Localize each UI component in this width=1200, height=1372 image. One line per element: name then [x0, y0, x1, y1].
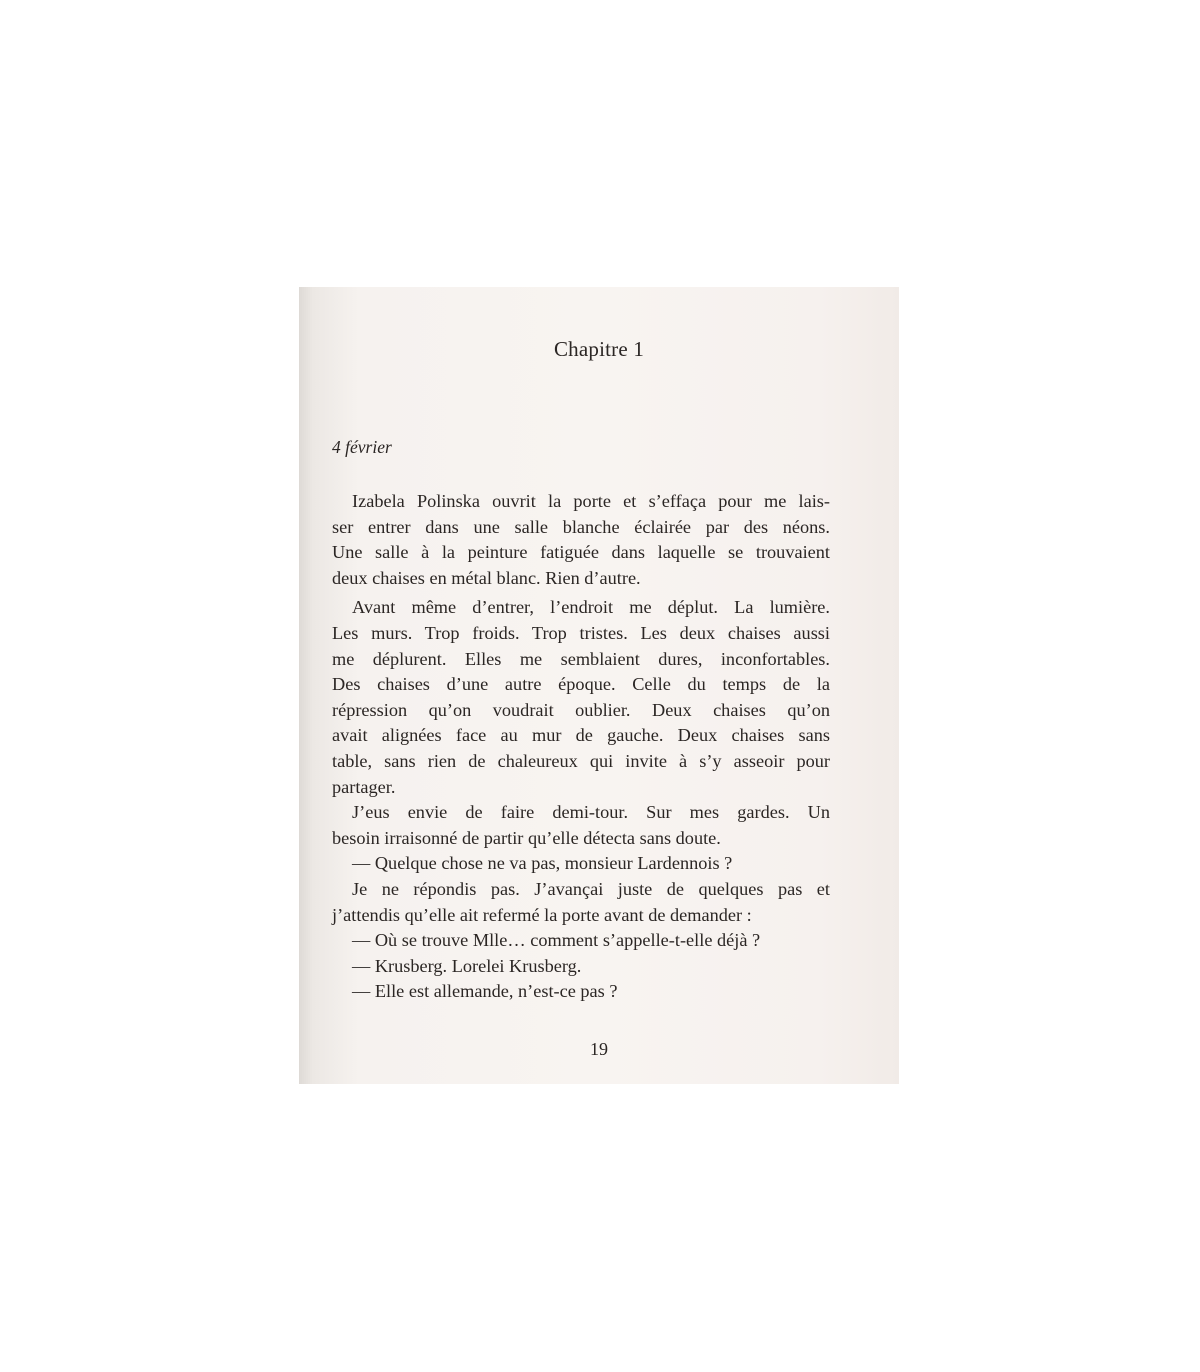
dialogue-line: — Elle est allemande, n’est-ce pas ? — [352, 981, 618, 1002]
text-line: Les murs. Trop froids. Trop tristes. Les deux chaises aussi — [332, 622, 830, 643]
text-line: Izabela Polinska ouvrit la porte et s’effaça pour me lais- — [352, 491, 830, 511]
text-line: avait alignées face au mur de gauche. Deux chaises sans — [332, 725, 830, 746]
text-line: Avant même d’entrer, l’endroit me déplut. La lumière. — [352, 597, 830, 618]
text-line: Des chaises d’une autre époque. Celle du temps de la — [332, 674, 830, 695]
page-number: 19 — [590, 1039, 608, 1059]
text-line: partager. — [332, 776, 396, 797]
text-line: J’eus envie de faire demi-tour. Sur mes gardes. Un — [352, 802, 830, 823]
text-line: besoin irraisonné de partir qu’elle détecta sans doute. — [332, 827, 721, 848]
book-page — [299, 287, 899, 1084]
text-line: répression qu’on voudrait oublier. Deux chaises qu’on — [332, 699, 830, 720]
chapter-title: Chapitre 1 — [553, 337, 645, 361]
text-line: deux chaises en métal blanc. Rien d’autre. — [332, 567, 641, 588]
text-line: ser entrer dans une salle blanche éclairée par des néons. — [332, 516, 830, 537]
text-line: table, sans rien de chaleureux qui invite à s’y asseoir pour — [332, 750, 830, 771]
dialogue-line: — Où se trouve Mlle… comment s’appelle-t-elle déjà ? — [352, 930, 761, 951]
text-line: Je ne répondis pas. J’avançai juste de quelques pas et — [352, 878, 830, 899]
dialogue-line: — Quelque chose ne va pas, monsieur Lardennois ? — [352, 853, 733, 874]
dialogue-line: — Krusberg. Lorelei Krusberg. — [352, 955, 582, 976]
body-text — [332, 489, 830, 1005]
text-line: me déplurent. Elles me semblaient dures, inconfortables. — [332, 648, 830, 669]
date-heading: 4 février — [332, 437, 392, 457]
text-line: j’attendis qu’elle ait refermé la porte avant de demander : — [332, 904, 752, 925]
text-line: Une salle à la peinture fatiguée dans laquelle se trouvaient — [332, 542, 830, 563]
